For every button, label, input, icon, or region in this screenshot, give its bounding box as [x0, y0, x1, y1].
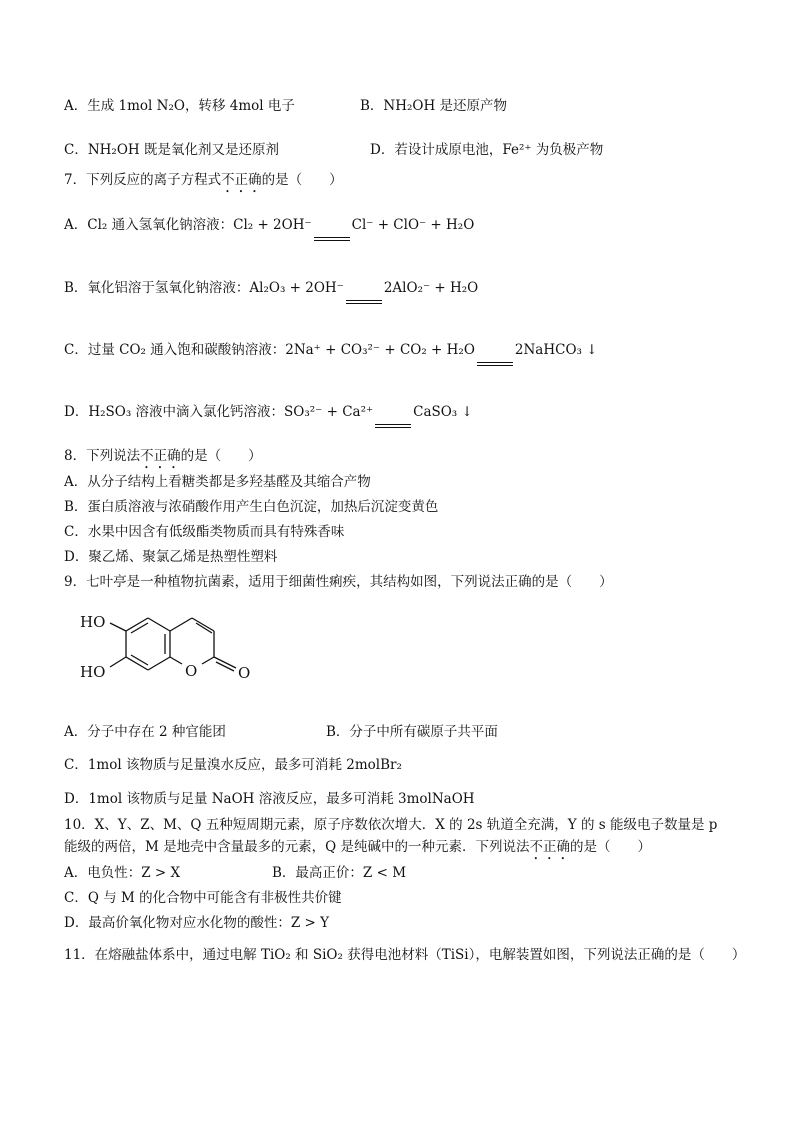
q8-option-d: D．聚乙烯、聚氯乙烯是热塑性塑料	[64, 549, 278, 565]
q7-option-c: C．过量 CO₂ 通入饱和碳酸钠溶液：2Na⁺ + CO₃²⁻ + CO₂ + H₂O 2NaHCO₃ ↓	[64, 342, 598, 358]
q9-option-c: C．1mol 该物质与足量溴水反应，最多可消耗 2molBr₂	[64, 757, 402, 773]
carbonyl-oxygen-label: O	[238, 664, 251, 682]
q9-stem: 9．七叶亭是一种植物抗菌素，适用于细菌性痢疾，其结构如图，下列说法正确的是（ ）	[64, 574, 613, 590]
q9-option-d: D．1mol 该物质与足量 NaOH 溶液反应，最多可消耗 3molNaOH	[64, 791, 475, 807]
q10-option-b: B．最高正价：Z < M	[272, 865, 407, 881]
q7-option-b: B．氧化铝溶于氢氧化钠溶液：Al₂O₃ + 2OH⁻ 2AlO₂⁻ + H₂O	[64, 280, 479, 296]
esculetin-structure	[76, 603, 286, 698]
q6-option-b: B．NH₂OH 是还原产物	[360, 98, 508, 114]
q10-option-a: A．电负性：Z > X	[64, 865, 181, 881]
q10-stem-line1: 10．X、Y、Z、M、Q 五种短周期元素，原子序数依次增大．X 的 2s 轨道全充满，Y 的 s 能级电子数量是 p	[64, 817, 718, 833]
q8-option-c: C．水果中因含有低级酯类物质而具有特殊香味	[64, 524, 345, 540]
q6-option-c: C．NH₂OH 既是氧化剂又是还原剂	[64, 142, 279, 158]
hydroxyl-label: HO	[80, 663, 106, 681]
q6-option-d: D．若设计成原电池，Fe²⁺ 为负极产物	[370, 142, 604, 158]
q6-option-a: A．生成 1mol N₂O，转移 4mol 电子	[64, 98, 295, 114]
q10-stem-line2: 能级的两倍，M 是地壳中含量最多的元素，Q 是纯碱中的一种元素．下列说法不正确的是（ ）	[64, 839, 651, 855]
q9-option-b: B．分子中所有碳原子共平面	[326, 724, 498, 740]
q8-option-b: B．蛋白质溶液与浓硝酸作用产生白色沉淀，加热后沉淀变黄色	[64, 499, 439, 515]
q7-stem: 7．下列反应的离子方程式不正确的是（ ）	[64, 172, 343, 188]
ring-oxygen-label: O	[185, 662, 198, 680]
hydroxyl-label: HO	[80, 613, 106, 631]
q7-option-d: D．H₂SO₃ 溶液中滴入氯化钙溶液：SO₃²⁻ + Ca²⁺ CaSO₃ ↓	[64, 404, 473, 420]
q8-option-a: A．从分子结构上看糖类都是多羟基醛及其缩合产物	[64, 474, 371, 490]
q10-option-d: D．最高价氧化物对应水化物的酸性：Z > Y	[64, 915, 330, 931]
q8-stem: 8．下列说法不正确的是（ ）	[64, 448, 262, 464]
q10-option-c: C．Q 与 M 的化合物中可能含有非极性共价键	[64, 890, 342, 906]
q9-option-a: A．分子中存在 2 种官能团	[64, 724, 226, 740]
q11-stem: 11．在熔融盐体系中，通过电解 TiO₂ 和 SiO₂ 获得电池材料（TiSi），电解装置如图，下列说法正确的是（ ）	[64, 947, 746, 963]
q7-option-a: A．Cl₂ 通入氢氧化钠溶液：Cl₂ + 2OH⁻ Cl⁻ + ClO⁻ + H₂O	[64, 217, 475, 233]
